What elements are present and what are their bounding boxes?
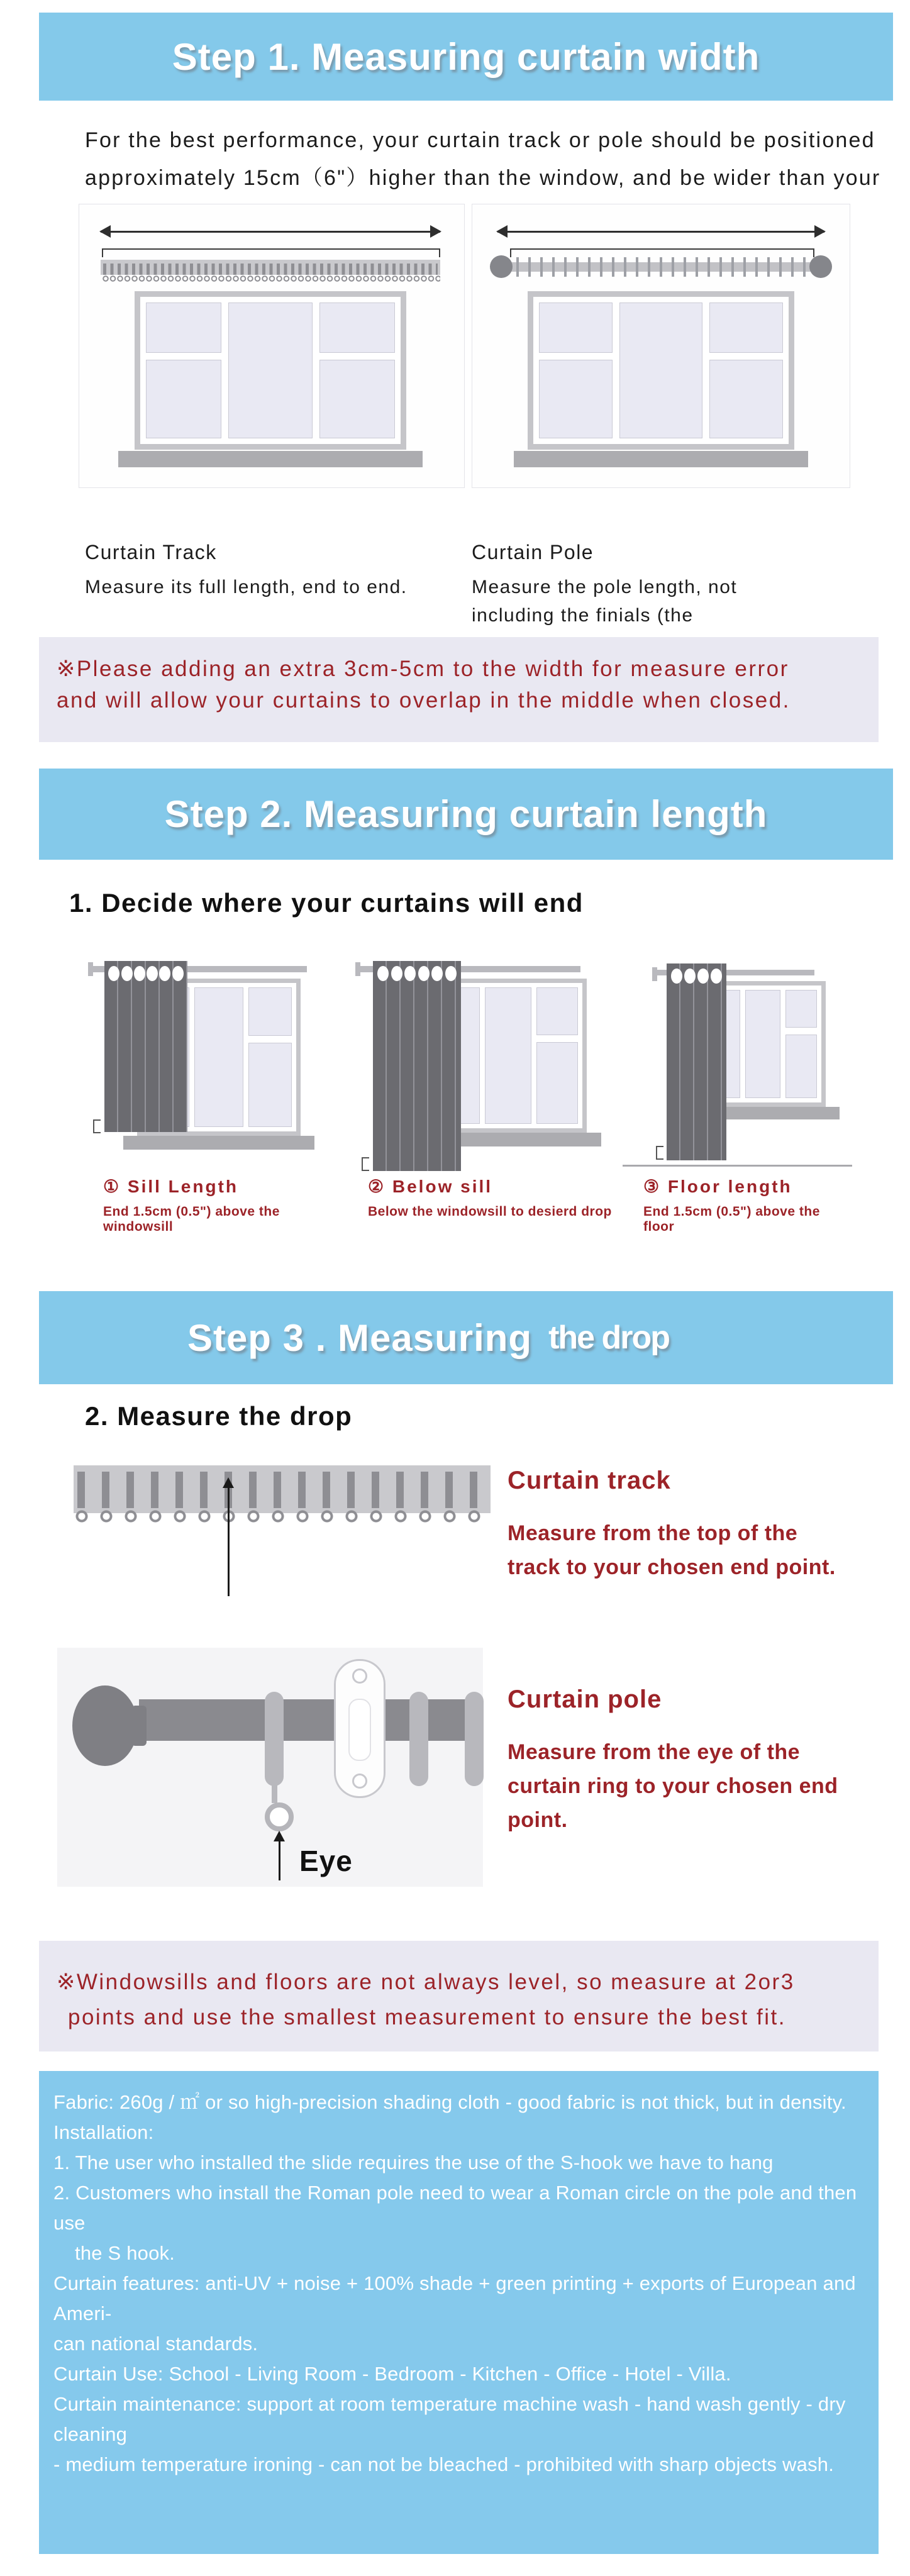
- width-arrow-icon: [497, 231, 824, 233]
- windowsill: [118, 451, 423, 467]
- step3-heading: 2. Measure the drop: [85, 1401, 353, 1431]
- curtain-track-diagram: [79, 204, 465, 488]
- track-hook-stems: [103, 264, 438, 275]
- floor-line: [623, 1165, 852, 1167]
- option-name: Floor length: [667, 1177, 792, 1196]
- curtain-ring-icon: [265, 1692, 284, 1786]
- pole-end-cap: [88, 962, 93, 976]
- detail-line: Curtain features: anti-UV + noise + 100% shade + green printing + exports of European and Ameri-: [53, 2272, 856, 2324]
- caption-title: Curtain Pole: [472, 541, 594, 564]
- pole-desc-line: curtain ring to your chosen end: [508, 1774, 838, 1798]
- step2-heading: 1. Decide where your curtains will end: [69, 888, 584, 918]
- level-note: [39, 1941, 879, 2051]
- pole-end-cap: [355, 962, 360, 976]
- curtain-panel: [373, 961, 461, 1171]
- window-pane: [194, 987, 243, 1127]
- window-pane: [539, 303, 613, 353]
- step3-banner: [39, 1291, 893, 1384]
- step2-banner: Step 2. Measuring curtain length: [39, 769, 893, 860]
- gap-mark-icon: [656, 1146, 663, 1160]
- window-column: [248, 987, 292, 1127]
- detail-line: 2. Customers who install the Roman pole need to wear a Roman circle on the pole and then use: [53, 2182, 857, 2234]
- option-label: [103, 1176, 340, 1235]
- caption-desc: including the finials (the: [472, 605, 694, 626]
- pole-ring-ticks: [516, 257, 806, 277]
- pole-desc-line: Measure from the eye of the: [508, 1740, 801, 1764]
- window-pane: [785, 990, 817, 1028]
- detail-line: Installation:: [53, 2121, 154, 2143]
- window-pane: [146, 360, 221, 438]
- pole-finial-icon: [490, 255, 513, 278]
- windowsill: [514, 451, 808, 467]
- option-number: ①: [103, 1177, 121, 1196]
- caption-desc: Measure its full length, end to end.: [85, 577, 408, 597]
- step3-banner-sub: the drop: [548, 1319, 670, 1356]
- option-number: ②: [368, 1177, 386, 1196]
- curtain-track-text: [508, 1467, 836, 1584]
- window-column: [709, 303, 783, 438]
- window-column: [785, 990, 817, 1098]
- track-desc-line: track to your chosen end point.: [508, 1555, 836, 1579]
- detail-line: Fabric: 260g / ㎡ or so high-precision shading cloth - good fabric is not thick, but in density.: [53, 2091, 846, 2113]
- pole-desc-line: point.: [508, 1808, 568, 1832]
- note-line: and will allow your curtains to overlap in the middle when closed.: [57, 688, 791, 713]
- window-pane: [619, 303, 702, 438]
- curtain-pole-caption: [472, 541, 737, 630]
- bracket-slot: [348, 1699, 371, 1761]
- window-column: [146, 303, 221, 438]
- window-pane: [709, 303, 783, 353]
- option-name: Sill Length: [127, 1177, 238, 1196]
- curtain-ring-icon: [409, 1692, 428, 1786]
- width-arrow-icon: [101, 231, 440, 233]
- curtain-track-caption: [85, 541, 408, 601]
- wall-bracket-icon: [334, 1659, 386, 1798]
- window-pane: [319, 360, 395, 438]
- window-pane: [709, 360, 783, 438]
- bracket-screw-icon: [352, 1774, 367, 1789]
- window-column: [745, 990, 780, 1098]
- option-title: [643, 1176, 843, 1197]
- curtain-pole-text: [508, 1685, 838, 1837]
- window-column: [619, 303, 702, 438]
- intro-line: For the best performance, your curtain track or pole should be positioned: [85, 128, 875, 152]
- caption-title: Curtain Track: [85, 541, 217, 564]
- up-arrow-icon: [228, 1488, 230, 1596]
- product-details: [39, 2071, 879, 2554]
- grommets: [375, 966, 458, 981]
- window-pane: [485, 987, 531, 1124]
- window-pane: [536, 1042, 578, 1124]
- pole-finial-neck: [131, 1706, 147, 1746]
- curtain-pole-illustration: [57, 1648, 483, 1887]
- window-pane: [228, 303, 313, 438]
- option-name: Below sill: [392, 1177, 493, 1196]
- track-desc-line: Measure from the top of the: [508, 1521, 798, 1545]
- eye-label: Eye: [299, 1845, 353, 1877]
- bracket-screw-icon: [352, 1668, 367, 1684]
- window-column: [539, 303, 613, 438]
- curtain-pole-diagram: [472, 204, 850, 488]
- window-pane: [248, 987, 292, 1036]
- track-title: Curtain track: [508, 1467, 671, 1494]
- window-column: [228, 303, 313, 438]
- option-title: [103, 1176, 340, 1197]
- grommets: [107, 966, 185, 981]
- note-line: ※Please adding an extra 3cm-5cm to the width for measure error: [57, 657, 789, 681]
- detail-line: 1. The user who installed the slide requires the use of the S-hook we have to hang: [53, 2151, 774, 2174]
- window-illustration: [528, 291, 794, 450]
- curtain-track-illustration: [74, 1465, 491, 1601]
- intro-paragraph: [85, 121, 880, 197]
- grommets: [669, 969, 724, 984]
- window-pane: [536, 987, 578, 1035]
- pole-bar: [511, 262, 811, 272]
- track-hook-rings: [102, 275, 440, 283]
- option-title: [368, 1176, 612, 1197]
- gap-mark-icon: [93, 1119, 101, 1133]
- window-pane: [319, 303, 395, 353]
- option-number: ③: [643, 1177, 662, 1196]
- window-illustration: [135, 291, 406, 450]
- measure-bracket-icon: [102, 248, 440, 257]
- gap-mark-icon: [362, 1157, 369, 1171]
- detail-line: Curtain Use: School - Living Room - Bedroom - Kitchen - Office - Hotel - Villa.: [53, 2363, 731, 2385]
- detail-line: can national standards.: [53, 2333, 258, 2355]
- window-pane: [785, 1035, 817, 1098]
- pole-end-cap: [652, 967, 657, 981]
- detail-line: Curtain maintenance: support at room temperature machine wash - hand wash gently - dry cleaning: [53, 2393, 846, 2445]
- pole-finial-icon: [72, 1685, 138, 1766]
- pole-bar: [139, 1699, 483, 1741]
- window-column: [319, 303, 395, 438]
- caption-desc: Measure the pole length, not: [472, 577, 738, 597]
- window-column: [194, 987, 243, 1127]
- option-desc: Below the windowsill to desierd drop: [368, 1204, 612, 1219]
- option-label: [368, 1176, 612, 1219]
- option-desc: End 1.5cm (0.5") above the floor: [643, 1204, 820, 1234]
- ring-eye-stem: [272, 1783, 277, 1803]
- detail-line: - medium temperature ironing - can not be bleached - prohibited with sharp objects wash.: [53, 2453, 835, 2475]
- window-column: [485, 987, 531, 1124]
- curtain-panel: [104, 961, 187, 1132]
- note-line: ※Windowsills and floors are not always level, so measure at 2or3: [57, 1970, 795, 1994]
- window-pane: [745, 990, 780, 1098]
- width-note: [39, 637, 879, 742]
- track-bar: [101, 260, 440, 275]
- window-pane: [539, 360, 613, 438]
- detail-line: the S hook.: [75, 2242, 175, 2264]
- window-pane: [146, 303, 221, 353]
- step3-banner-main: Step 3 . Measuring: [187, 1316, 533, 1359]
- note-line: points and use the smallest measurement to ensure the best fit.: [68, 2005, 786, 2029]
- window-column: [536, 987, 578, 1124]
- pole-title: Curtain pole: [508, 1685, 662, 1713]
- pole-finial-icon: [809, 255, 832, 278]
- option-label: [643, 1176, 843, 1235]
- curtain-panel: [667, 963, 726, 1160]
- track-hook-stems: [77, 1472, 487, 1508]
- option-desc: End 1.5cm (0.5") above the windowsill: [103, 1204, 280, 1234]
- up-arrow-icon: [279, 1841, 280, 1880]
- pole-desc: [508, 1735, 838, 1837]
- intro-line: approximately 15cm（6"）higher than the window, and be wider than your: [85, 166, 881, 190]
- windowsill: [123, 1136, 314, 1150]
- track-desc: [508, 1516, 836, 1584]
- track-hook-rings: [75, 1509, 491, 1523]
- ring-eye-icon: [265, 1802, 294, 1831]
- window-pane: [248, 1043, 292, 1127]
- measure-bracket-icon: [510, 248, 814, 257]
- step1-banner: Step 1. Measuring curtain width: [39, 13, 893, 101]
- curtain-ring-icon: [465, 1692, 484, 1786]
